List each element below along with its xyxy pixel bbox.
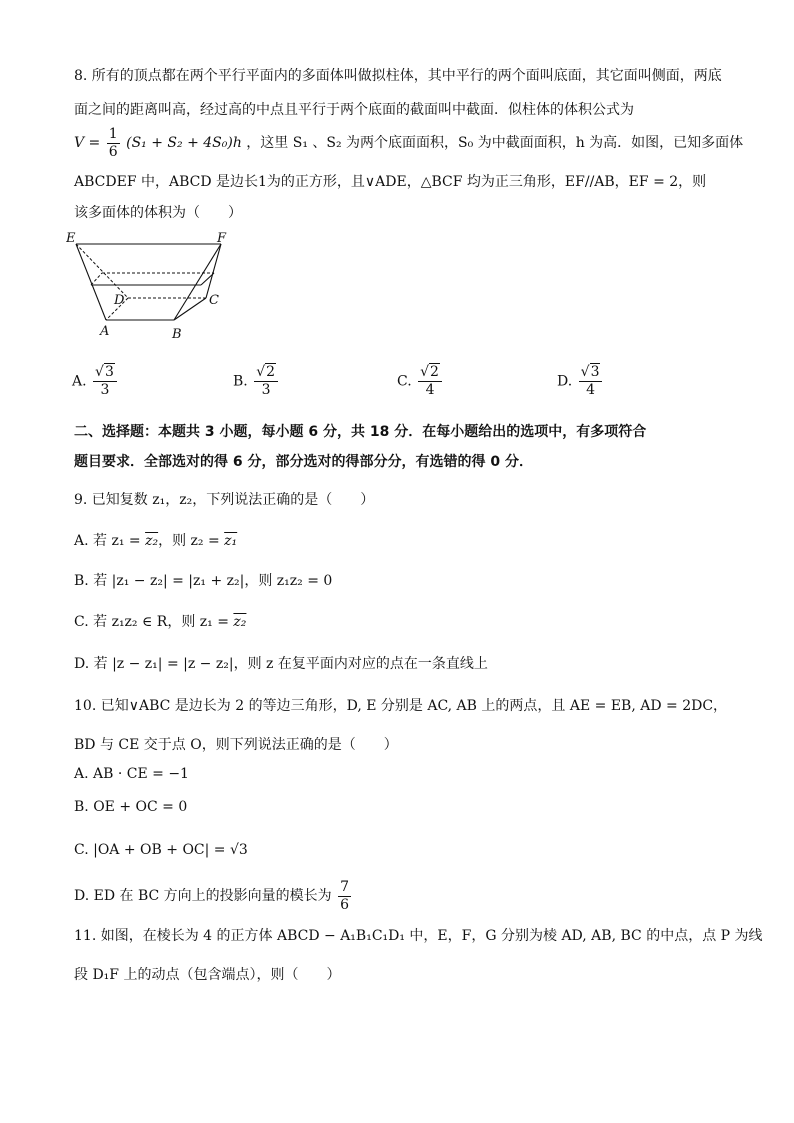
q9-option-b: B. 若 |z₁ − z₂| = |z₁ + z₂|，则 z₁z₂ = 0: [74, 573, 333, 589]
q8-formula-denominator: 6: [108, 143, 118, 160]
label-C: C: [209, 293, 219, 308]
edge-ED-hidden: [76, 244, 128, 298]
q9-option-a: [74, 531, 237, 551]
q9-option-d: D. 若 |z − z₁| = |z − z₂|，则 z 在复平面内对应的点在一条直线上: [74, 656, 488, 672]
option-fraction: $\frac{√2}{3}$: [254, 364, 278, 399]
label-A: A: [100, 324, 110, 339]
q8-text-line1: 8. 所有的顶点都在两个平行平面内的多面体叫做拟柱体，其中平行的两个面叫底面，其它面叫侧面，两底: [74, 68, 722, 84]
q11-stem-line1: 11. 如图，在棱长为 4 的正方体 ABCD − A₁B₁C₁D₁ 中，E，F，G 分别为棱 AD, AB, BC 的中点，点 P 为线: [74, 928, 763, 944]
q8-option-c: [397, 364, 444, 399]
option-radicand: 3: [104, 364, 114, 380]
option-fraction: $\frac{√2}{4}$: [418, 364, 442, 399]
q8-text-line5: 该多面体的体积为（ ）: [74, 205, 242, 221]
q10-option-b: B. OE + OC = 0: [74, 799, 188, 815]
q8-formula-line: [74, 125, 743, 161]
label-F: F: [217, 231, 227, 246]
q8-formula-numerator: 1: [108, 125, 118, 142]
label-B: B: [172, 327, 182, 342]
q8-formula-explanation: ，这里 S₁ 、S₂ 为两个底面面积，S₀ 为中截面面积，h 为高．如图，已知多面体: [246, 135, 744, 151]
q10-d-text: D. ED 在 BC 方向上的投影向量的模长为: [74, 888, 332, 904]
option-letter: C.: [397, 373, 412, 390]
q10-d-denominator: 6: [340, 896, 350, 913]
q8-text-line4: ABCDEF 中，ABCD 是边长1为的正方形，且∨ADE，△BCF 均为正三角形，EF//AB，EF = 2，则: [74, 174, 707, 190]
q9-a-middle: ，则 z₂ =: [158, 533, 225, 549]
q8-polyhedron-figure: [66, 230, 236, 342]
q8-option-a: [72, 364, 119, 399]
q10-stem-line1: 10. 已知∨ABC 是边长为 2 的等边三角形，D, E 分别是 AC, AB 上的两点，且 AE = EB, AD = 2DC，: [74, 698, 728, 714]
q10-option-d: [74, 878, 353, 914]
q10-d-numerator: 7: [340, 878, 350, 895]
option-denominator: 3: [261, 382, 271, 398]
edge-FB: [174, 244, 221, 320]
q9-c-conjugate: z₂: [233, 614, 247, 630]
mid-section-left-hidden: [91, 273, 102, 285]
option-fraction: $\frac{√3}{4}$: [579, 364, 603, 399]
q8-text-line2: 面之间的距离叫高，经过高的中点且平行于两个底面的截面叫中截面．似柱体的体积公式为: [74, 102, 634, 118]
edge-BC: [174, 298, 206, 320]
q8-option-b: [233, 364, 280, 399]
q9-a-prefix: A. 若 z₁ =: [74, 533, 146, 549]
mid-section-right: [201, 273, 214, 285]
q8-formula-lhs: V =: [74, 135, 101, 151]
edge-CF: [206, 244, 221, 298]
section2-heading-line2: 题目要求．全部选对的得 6 分，部分选对的得部分分，有选错的得 0 分．: [74, 454, 533, 470]
q10-option-a: A. AB · CE = −1: [74, 766, 189, 782]
label-D: D: [114, 293, 125, 308]
option-letter: B.: [233, 373, 248, 390]
q8-formula-fraction: [107, 126, 120, 161]
option-radicand: 2: [430, 364, 439, 380]
q10-option-c: C. |OA + OB + OC| = √3: [74, 842, 248, 858]
q9-a-conjugate2: z₁: [224, 533, 238, 549]
q8-formula-body: (S₁ + S₂ + 4S₀)h: [126, 135, 242, 151]
section2-heading-line1: 二、选择题：本题共 3 小题，每小题 6 分，共 18 分．在每小题给出的选项中，有多项符合: [74, 424, 647, 440]
q8-option-d: [557, 364, 604, 399]
label-E: E: [66, 231, 76, 246]
option-letter: D.: [557, 373, 573, 390]
option-radicand: 2: [266, 364, 276, 380]
option-denominator: 4: [425, 382, 435, 398]
option-radicand: 3: [590, 364, 600, 380]
option-letter: A.: [72, 373, 87, 390]
q9-option-c: [74, 612, 246, 632]
option-fraction: $\frac{√3}{3}$: [93, 364, 117, 399]
q11-stem-line2: 段 D₁F 上的动点（包含端点），则（ ）: [74, 967, 341, 983]
q9-a-conjugate: z₂: [145, 533, 159, 549]
q9-stem: 9. 已知复数 z₁，z₂，下列说法正确的是（ ）: [74, 492, 375, 508]
q10-d-fraction: [338, 879, 351, 914]
q9-c-prefix: C. 若 z₁z₂ ∈ R，则 z₁ =: [74, 614, 234, 630]
q10-stem-line2: BD 与 CE 交于点 O，则下列说法正确的是（ ）: [74, 737, 398, 753]
option-denominator: 3: [100, 382, 110, 398]
edge-EA: [76, 244, 106, 320]
option-denominator: 4: [586, 382, 596, 398]
